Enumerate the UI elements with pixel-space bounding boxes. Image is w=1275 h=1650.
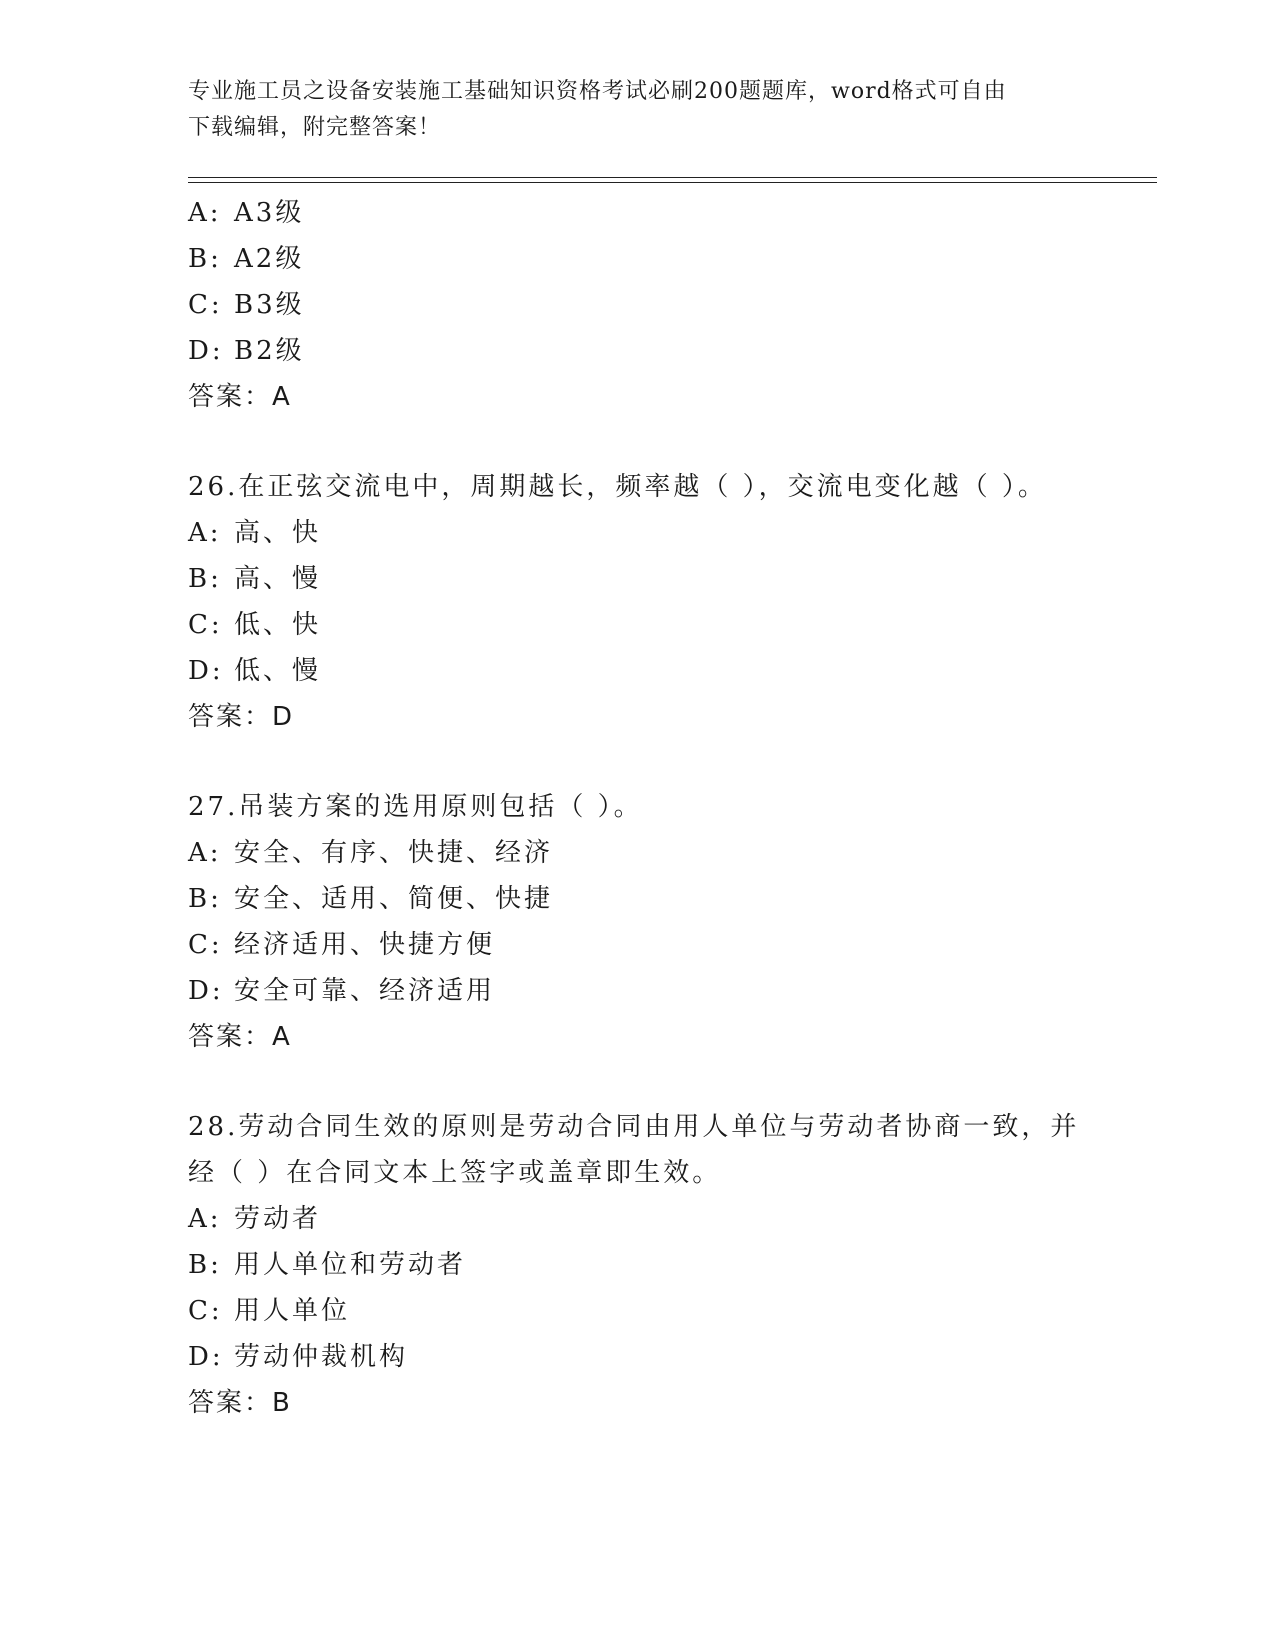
option-d: D: B2级 bbox=[188, 336, 305, 366]
document-header bbox=[188, 74, 1078, 146]
question-28 bbox=[188, 1104, 1088, 1426]
question-text: 27.吊装方案的选用原则包括（ ）。 bbox=[188, 792, 643, 822]
question-26 bbox=[188, 464, 1088, 740]
header-line-2: 下载编辑，附完整答案！ bbox=[188, 115, 442, 140]
option-a: A: 劳动者 bbox=[188, 1204, 322, 1234]
option-d: D: 低、慢 bbox=[188, 656, 322, 686]
option-d: D: 劳动仲裁机构 bbox=[188, 1342, 409, 1372]
question-text-line-1: 28.劳动合同生效的原则是劳动合同由用人单位与劳动者协商一致，并 bbox=[188, 1112, 1080, 1142]
answer: 答案：B bbox=[188, 1388, 292, 1418]
spacer bbox=[188, 1060, 1088, 1104]
option-b: B: A2级 bbox=[188, 244, 305, 274]
option-c: C: 用人单位 bbox=[188, 1296, 351, 1326]
question-text-line-2: 经（ ）在合同文本上签字或盖章即生效。 bbox=[188, 1158, 722, 1188]
header-rule-bottom bbox=[188, 182, 1157, 183]
option-c: C: 经济适用、快捷方便 bbox=[188, 930, 496, 960]
option-c: C: B3级 bbox=[188, 290, 305, 320]
option-a: A: 高、快 bbox=[188, 518, 322, 548]
spacer bbox=[188, 740, 1088, 784]
option-b: B: 高、慢 bbox=[188, 564, 322, 594]
spacer bbox=[188, 420, 1088, 464]
option-a: A: 安全、有序、快捷、经济 bbox=[188, 838, 554, 868]
question-27 bbox=[188, 784, 1088, 1060]
option-a: A: A3级 bbox=[188, 198, 305, 228]
header-rule-top bbox=[188, 177, 1157, 178]
answer: 答案：A bbox=[188, 382, 292, 412]
answer: 答案：D bbox=[188, 702, 295, 732]
question-text: 26.在正弦交流电中，周期越长，频率越（ ），交流电变化越（ ）。 bbox=[188, 472, 1047, 502]
option-b: B: 安全、适用、简便、快捷 bbox=[188, 884, 554, 914]
option-c: C: 低、快 bbox=[188, 610, 322, 640]
question-list bbox=[188, 190, 1088, 1426]
question-25 bbox=[188, 190, 1088, 420]
header-line-1: 专业施工员之设备安装施工基础知识资格考试必刷200题题库，word格式可自由 bbox=[188, 79, 1007, 104]
option-b: B: 用人单位和劳动者 bbox=[188, 1250, 467, 1280]
answer: 答案：A bbox=[188, 1022, 292, 1052]
option-d: D: 安全可靠、经济适用 bbox=[188, 976, 496, 1006]
